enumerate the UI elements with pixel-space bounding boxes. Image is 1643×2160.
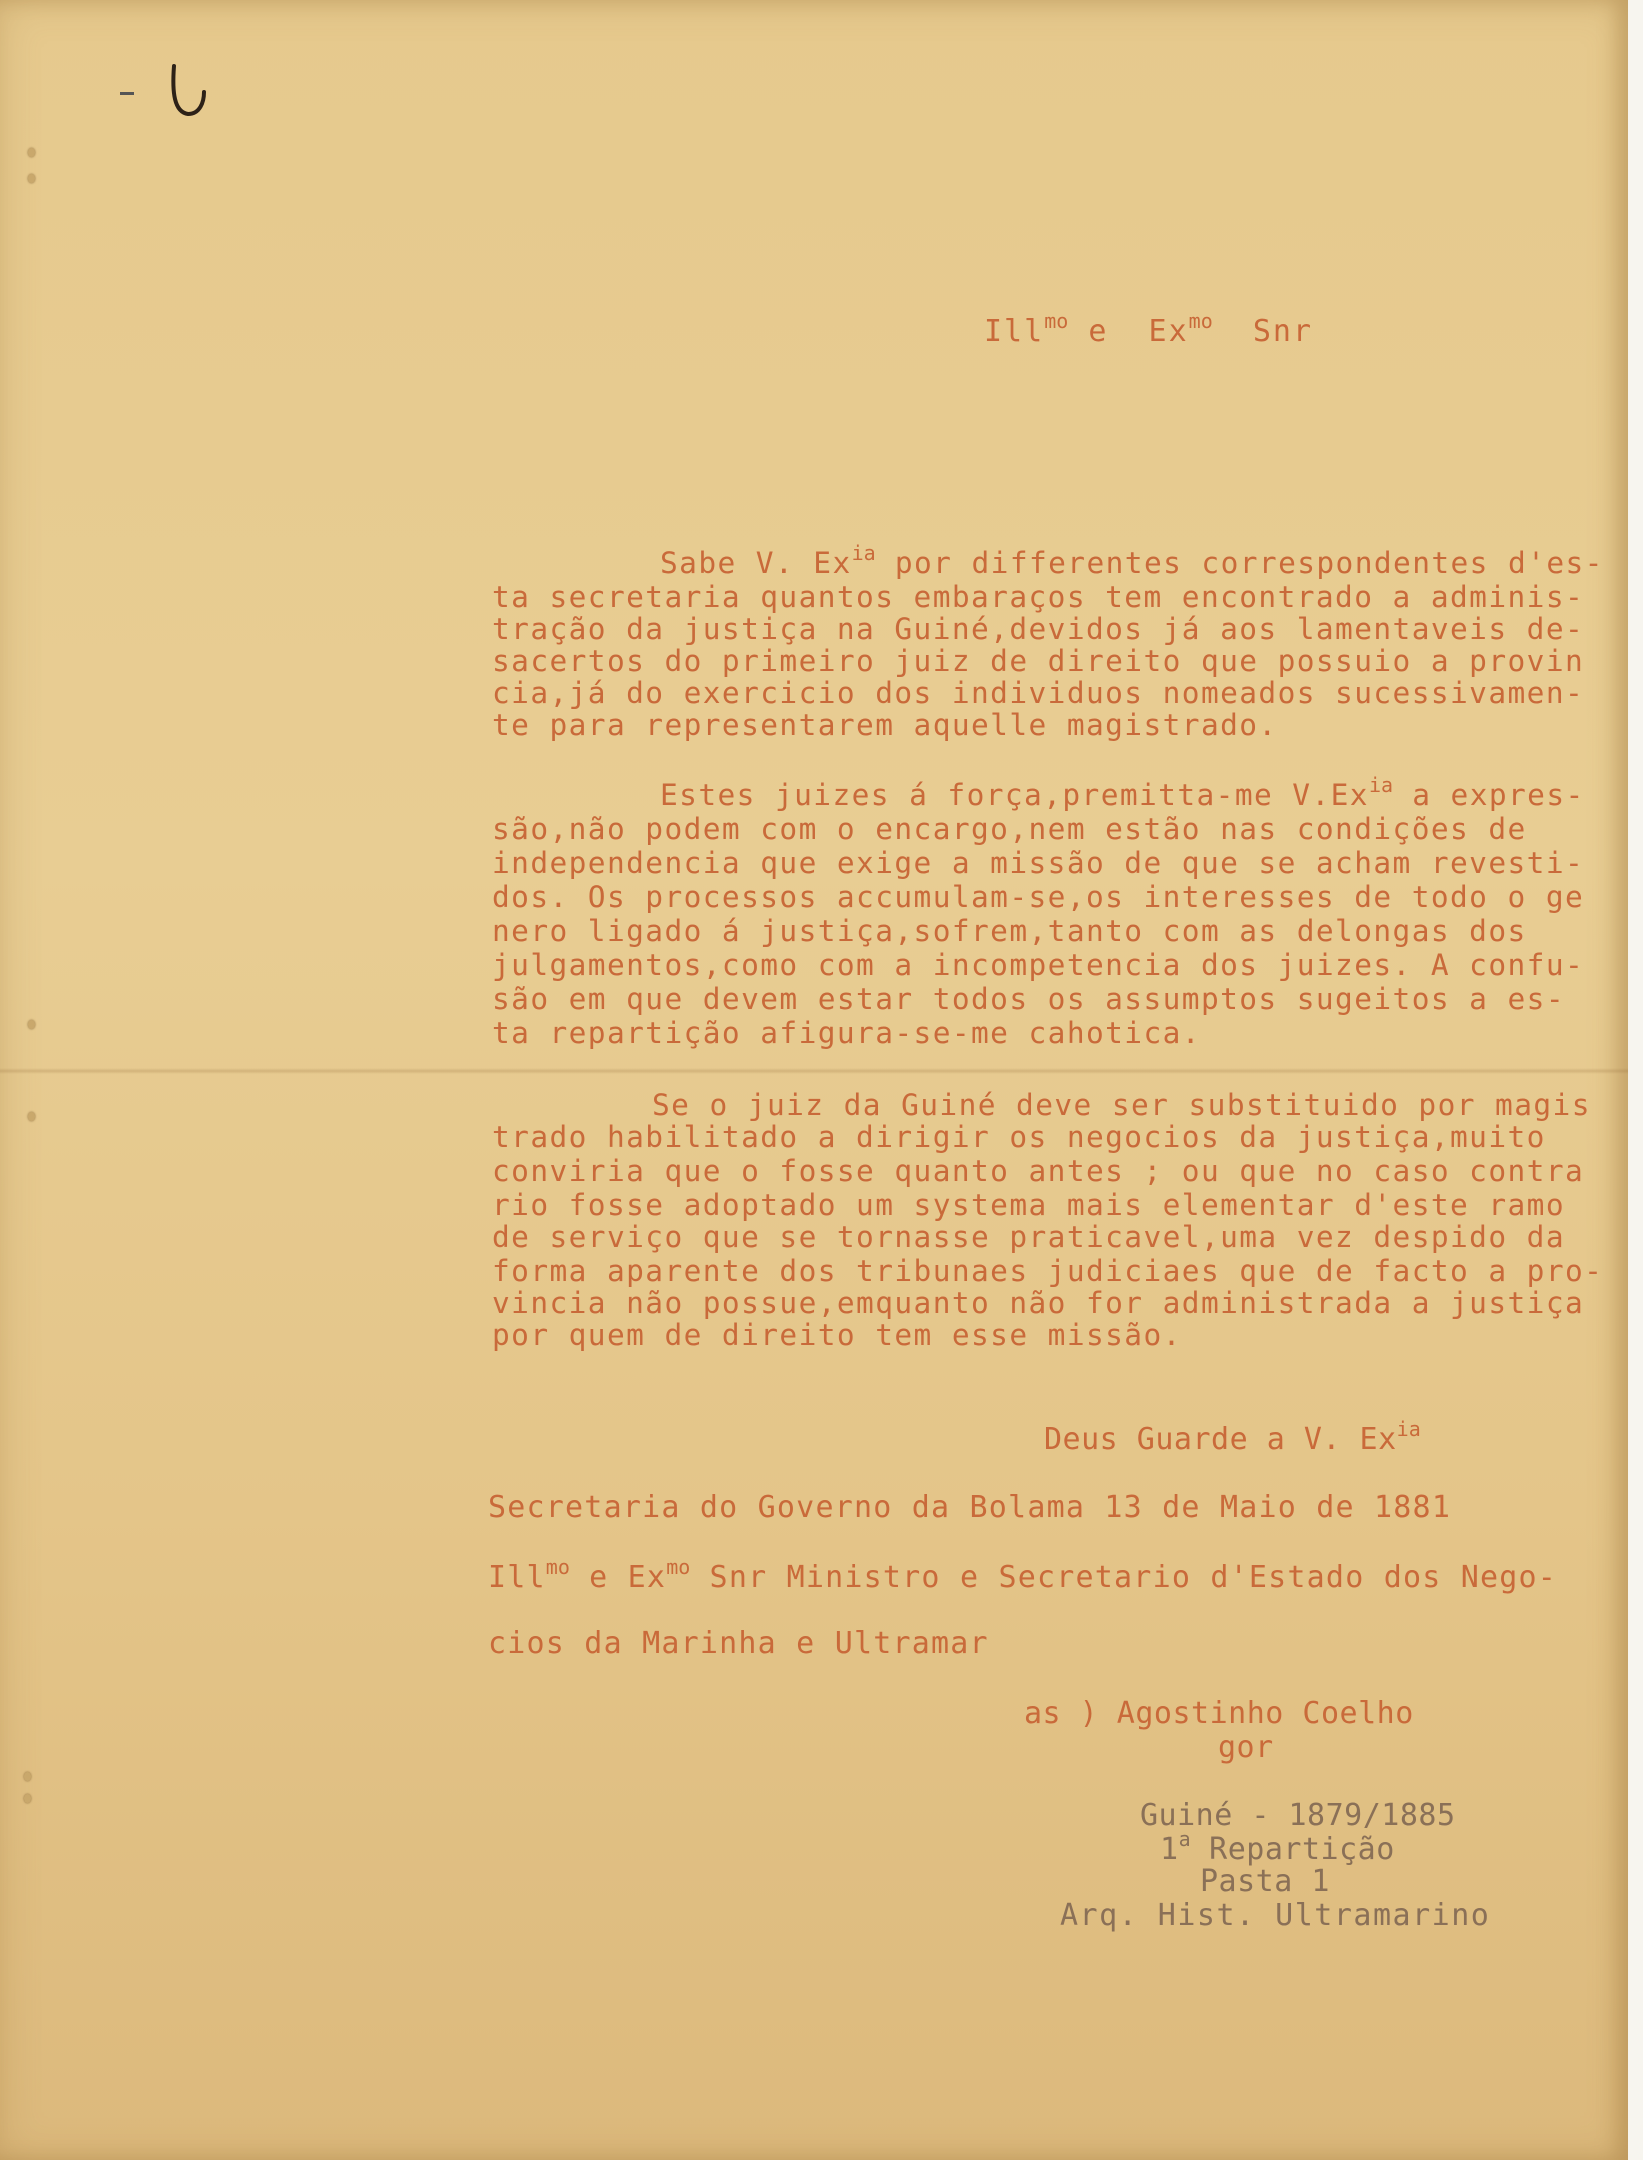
binding-hole (24, 1772, 31, 1781)
salutation: Ill$^{mo}$ e $Ex^{mo}$ Snr (984, 309, 1314, 349)
text-line: julgamentos,como com a incompetencia dos juizes. A confu- (492, 948, 1585, 982)
text-line: Estes juizes á força,premitta-me $V.Ex^{ia}$ a expres- (660, 773, 1585, 812)
text-line: forma aparente dos tribunaes judiciaes que de facto a pro- (492, 1254, 1604, 1288)
binding-hole (28, 148, 35, 157)
text-line: conviria que o fosse quanto antes ; ou que no caso contra (492, 1154, 1585, 1188)
signature: as ) Agostinho Coelho (1024, 1696, 1414, 1731)
archive-line: Pasta 1 (1200, 1864, 1330, 1899)
addressee-line-1: Ill$^{mo}$ e $Ex^{mo}$ Snr Ministro e Secretario d'Estado dos Nego- (488, 1555, 1558, 1595)
text-line: são em que devem estar todos os assumptos sugeitos a es- (492, 982, 1565, 1016)
text-line: te para representarem aquelle magistrado. (492, 708, 1278, 742)
binding-hole (24, 1794, 31, 1803)
binding-hole (28, 1020, 35, 1029)
archive-line: 1$^a$ Repartição (1160, 1827, 1395, 1867)
text-line: trado habilitado a dirigir os negocios da justiça,muito (492, 1120, 1546, 1154)
text-line: vincia não possue,emquanto não for administrada a justiça (492, 1286, 1585, 1320)
text-line: são,não podem com o encargo,nem estão nas condições de (492, 812, 1527, 846)
text-line: por quem de direito tem esse missão. (492, 1318, 1182, 1352)
handwritten-corner-mark (168, 62, 210, 122)
pencil-dash (120, 92, 134, 95)
signature-title: gor (1218, 1730, 1274, 1765)
text-line: Sabe V. $Ex^{ia}$ por differentes correspondentes d'es- (660, 541, 1604, 580)
text-line: nero ligado á justiça,sofrem,tanto com as delongas dos (492, 914, 1527, 948)
closing-formula: Deus Guarde a V. $Ex^{ia}$ (1044, 1417, 1421, 1457)
binding-hole (28, 174, 35, 183)
text-line: cia,já do exercicio dos individuos nomeados sucessivamen- (492, 676, 1585, 710)
text-line: ta secretaria quantos embaraços tem encontrado a adminis- (492, 580, 1585, 614)
text-line: tração da justiça na Guiné,devidos já aos lamentaveis de- (492, 612, 1585, 646)
archive-line: Arq. Hist. Ultramarino (1060, 1898, 1491, 1933)
archive-line: Guiné - 1879/1885 (1140, 1798, 1456, 1833)
text-line: rio fosse adoptado um systema mais elementar d'este ramo (492, 1188, 1565, 1222)
paper-fold-crease (0, 1068, 1628, 1074)
text-line: dos. Os processos accumulam-se,os interesses de todo o ge (492, 880, 1585, 914)
text-line: Se o juiz da Guiné deve ser substituido por magis (652, 1088, 1591, 1122)
text-line: ta repartição afigura-se-me cahotica. (492, 1016, 1201, 1050)
text-line: de serviço que se tornasse praticavel,uma vez despido da (492, 1220, 1565, 1254)
text-line: independencia que exige a missão de que se acham revesti- (492, 846, 1585, 880)
place-and-date: Secretaria do Governo da Bolama 13 de Maio de 1881 (488, 1490, 1452, 1525)
binding-hole (28, 1112, 35, 1121)
addressee-line-2: cios da Marinha e Ultramar (488, 1626, 989, 1661)
text-line: sacertos do primeiro juiz de direito que possuio a provin (492, 644, 1585, 678)
